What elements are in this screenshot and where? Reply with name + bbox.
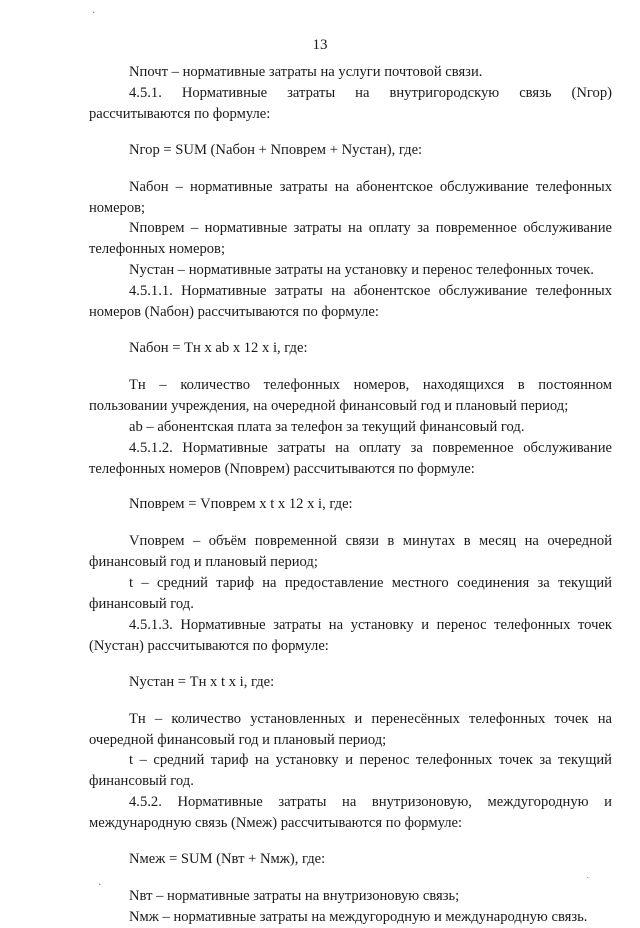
paragraph-nustan-definition: Nустан – нормативные затраты на установку и перенос телефонных точек. <box>129 262 594 279</box>
paragraph-nmzh-definition: Nмж – нормативные затраты на междугородную и международную связь. <box>129 908 588 925</box>
formula-nabon: Nабон = Tн х ab х 12 х i, где: <box>129 339 308 356</box>
page-number: 13 <box>312 37 328 53</box>
paragraph-ab-definition: ab – абонентская плата за телефон за текущий финансовый год. <box>129 418 525 435</box>
paragraph-tn-points-definition: Tн – количество установленных и перенесённых телефонных точек на очередной финансовый год и плановый период; <box>89 710 612 748</box>
paragraph-npocht-definition: Nпочт – нормативные затраты на услуги почтовой связи. <box>129 64 483 80</box>
formula-nustan: Nустан = Tн х t х i, где: <box>129 673 275 690</box>
paragraph-4-5-2: 4.5.2. Нормативные затраты на внутризоновую, междугородную и международную связь (Nмеж) рассчитываются по формуле: <box>89 794 612 832</box>
paragraph-4-5-1: 4.5.1. Нормативные затраты на внутригородскую связь (Nгор) рассчитываются по формуле: <box>89 84 612 122</box>
formula-ngor: Nгор = SUM (Nабон + Nповрем + Nустан), где: <box>129 141 423 158</box>
paragraph-tn-definition: Tн – количество телефонных номеров, находящихся в постоянном пользовании учреждения, на очередной финансовый год и плановый период; <box>89 376 612 414</box>
formula-nmezh: Nмеж = SUM (Nвт + Nмж), где: <box>129 851 326 868</box>
paragraph-npovrem-definition: Nповрем – нормативные затраты на оплату за повременное обслуживание телефонных номеров; <box>89 220 612 258</box>
document-body <box>89 62 612 928</box>
scan-speck: ˏ <box>586 868 590 879</box>
paragraph-t-install-definition: t – средний тариф на установку и перенос телефонных точек за текущий финансовый год. <box>89 752 612 790</box>
formula-npovrem: Nповрем = Vповрем х t х 12 х i, где: <box>129 496 353 513</box>
paragraph-nabon-definition: Nабон – нормативные затраты на абонентское обслуживание телефонных номеров; <box>89 178 612 216</box>
paragraph-4-5-1-2: 4.5.1.2. Нормативные затраты на оплату за повременное обслуживание телефонных номеров (Nповрем) рассчитываются по формуле: <box>89 439 612 477</box>
paragraph-vpovrem-definition: Vповрем – объём повременной связи в минутах в месяц на очередной финансовый год и плановый период; <box>89 533 612 571</box>
paragraph-4-5-1-3: 4.5.1.3. Нормативные затраты на установку и перенос телефонных точек (Nустан) рассчитываются по формуле: <box>89 616 612 654</box>
paragraph-4-5-1-1: 4.5.1.1. Нормативные затраты на абонентское обслуживание телефонных номеров (Nабон) рассчитываются по формуле: <box>89 283 612 321</box>
paragraph-nvt-definition: Nвт – нормативные затраты на внутризоновую связь; <box>129 888 460 904</box>
scan-speck: · <box>92 8 96 19</box>
scan-speck: · <box>98 880 102 891</box>
paragraph-t-local-definition: t – средний тариф на предоставление местного соединения за текущий финансовый год. <box>89 575 612 613</box>
